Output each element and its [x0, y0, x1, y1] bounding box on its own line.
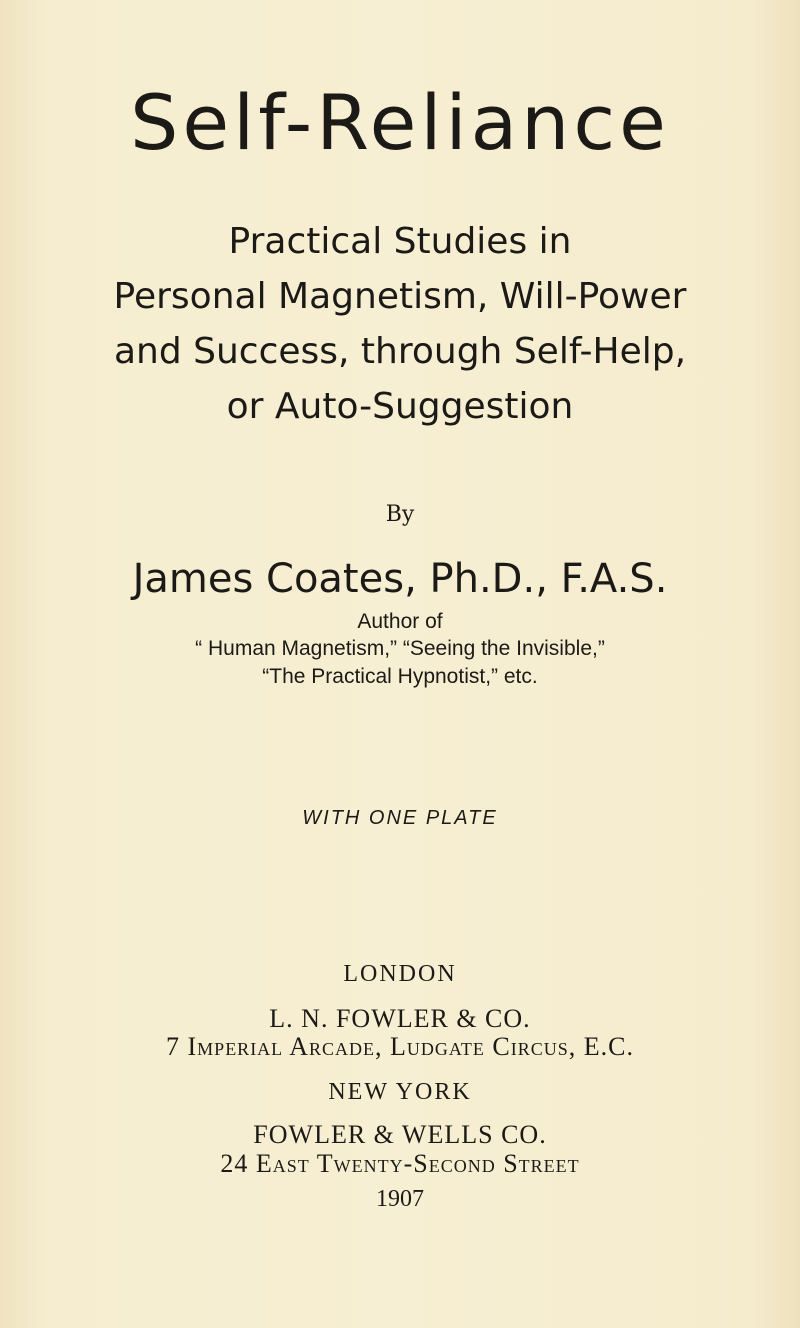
author-of-label: Author of: [357, 610, 443, 633]
other-works-line-1: “ Human Magnetism,” “Seeing the Invisible,”: [195, 637, 605, 660]
publisher-name-london: L. N. FOWLER & CO.: [269, 1004, 531, 1033]
other-works-line-2: “The Practical Hypnotist,” etc.: [262, 665, 538, 688]
subtitle-line-2: Personal Magnetism, Will-Power: [113, 276, 687, 317]
publisher-city-london: LONDON: [343, 961, 457, 987]
subtitle-line-4: or Auto-Suggestion: [226, 386, 574, 427]
by-label: By: [385, 502, 415, 527]
subtitle-line-3: and Success, through Self-Help,: [113, 331, 687, 372]
subtitle-line-1: Practical Studies in: [228, 221, 572, 262]
author-name: James Coates, Ph.D., F.A.S.: [132, 556, 668, 602]
publisher-city-new-york: NEW YORK: [328, 1079, 472, 1105]
book-title: Self-Reliance: [130, 78, 670, 167]
plate-note: WITH ONE PLATE: [302, 807, 498, 829]
publisher-address-london: 7 Imperial Arcade, Ludgate Circus, E.C.: [166, 1032, 634, 1061]
publisher-name-new-york: FOWLER & WELLS CO.: [253, 1120, 547, 1149]
publisher-address-new-york: 24 East Twenty-Second Street: [220, 1149, 580, 1178]
publication-year: 1907: [376, 1186, 424, 1212]
